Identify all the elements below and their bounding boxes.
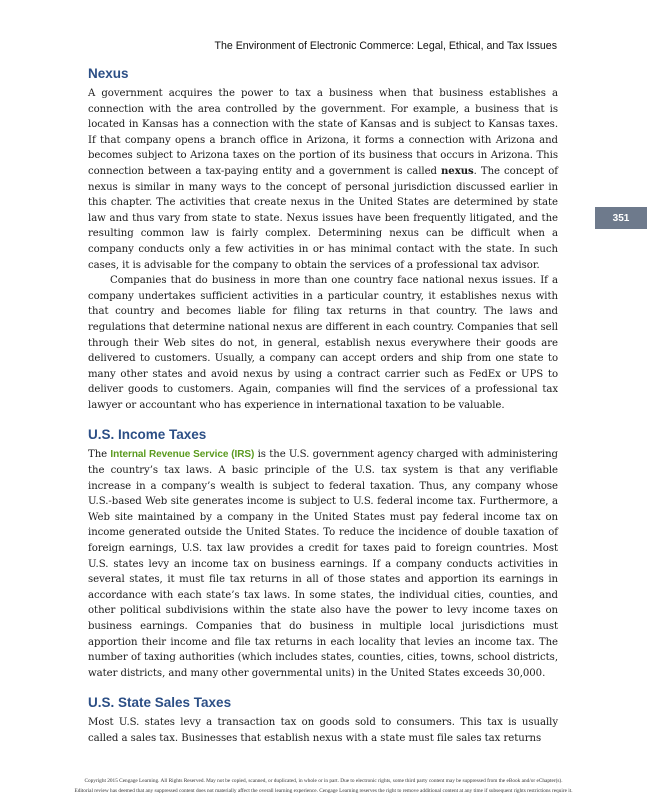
key-term-nexus: nexus [441,164,474,177]
section-heading-sales-taxes: U.S. State Sales Taxes [88,695,232,711]
paragraph: Most U.S. states levy a transaction tax on goods sold to consumers. This tax is usually called a sales tax. Businesses that establish nexus with a state must file sales tax returns [88,717,558,744]
section-sales-taxes [88,693,558,746]
copyright-notice: Copyright 2015 Cengage Learning. All Rights Reserved. May not be copied, scanned, or duplicated, in whole or in part. Due to electronic rights, some third party content may be suppressed from the eBook and/or eChapter(s). [84,778,563,784]
page-number-tab: 351 [595,207,647,229]
key-term-irs: Internal Revenue Service (IRS) [110,449,255,461]
section-nexus [88,64,558,413]
paragraph: The Internal Revenue Service (IRS) is the U.S. government agency charged with administering the country’s tax laws. A basic principle of the U.S. tax system is that any verifiable increase in a company’s wealth is subject to federal taxation. Thus, any company whose U.S.-based Web site generates income is subject to U.S. federal income tax. Furthermore, a Web site maintained by a company in the United States must pay federal income tax on income generated outside the United States. To reduce the incidence of double taxation of foreign earnings, U.S. tax law provides a credit for taxes paid to foreign countries. Most U.S. states levy an income tax on business earnings. If a company conducts activities in several states, it must file tax returns in all of those states and apportion its earnings in accordance with each state’s tax laws. In some states, the individual cities, counties, and other political subdivisions within the state also have the power to levy income taxes on business earnings. Companies that do business in multiple local jurisdictions must apportion their income and file tax returns in each locality that levies an income tax. The number of taxing authorities (which includes states, counties, cities, towns, school districts, water districts, and many other governmental units) in the United States exceeds 30,000. [88,449,558,679]
section-heading-income-taxes: U.S. Income Taxes [88,427,207,443]
section-income-taxes [88,425,558,681]
editorial-notice: Editorial review has deemed that any suppressed content does not materially affect the overall learning experience. Cengage Learning reserves the right to remove additional content at any time if subsequent rights restrictions require it. [74,788,573,794]
paragraph: Companies that do business in more than one country face national nexus issues. If a company undertakes sufficient activities in a particular country, it establishes nexus with that country and becomes liable for filing tax returns in that country. The laws and regulations that determine national nexus are different in each country. Companies that sell through their Web sites do not, in general, establish nexus everywhere their goods are delivered to customers. Usually, a company can accept orders and ship from one state to many other states and avoid nexus by using a contract carrier such as FedEx or UPS to deliver goods to customers. Again, companies will find the services of a professional tax lawyer or accountant who has experience in international taxation to be valuable. [88,275,558,411]
running-title: The Environment of Electronic Commerce: Legal, Ethical, and Tax Issues [214,40,557,52]
section-heading-nexus: Nexus [88,66,129,81]
page-body [88,64,558,747]
paragraph: A government acquires the power to tax a business when that business establishes a connection with the area controlled by the government. For example, a business that is located in Kansas has a connection with the state of Kansas and is subject to Kansas taxes. If that company opens a branch office in Arizona, it forms a connection with Arizona and becomes subject to Arizona taxes on the portion of its business that occurs in Arizona. This connection between a tax-paying entity and a government is called nexus. The concept of nexus is similar in many ways to the concept of personal jurisdiction discussed earlier in this chapter. The activities that create nexus in the United States are determined by state law and thus vary from state to state. Nexus issues have been frequently litigated, and the resulting common law is fairly complex. Determining nexus can be difficult when a company conducts only a few activities in or has minimal contact with the state. In such cases, it is advisable for the company to obtain the services of a professional tax advisor. [88,88,558,271]
